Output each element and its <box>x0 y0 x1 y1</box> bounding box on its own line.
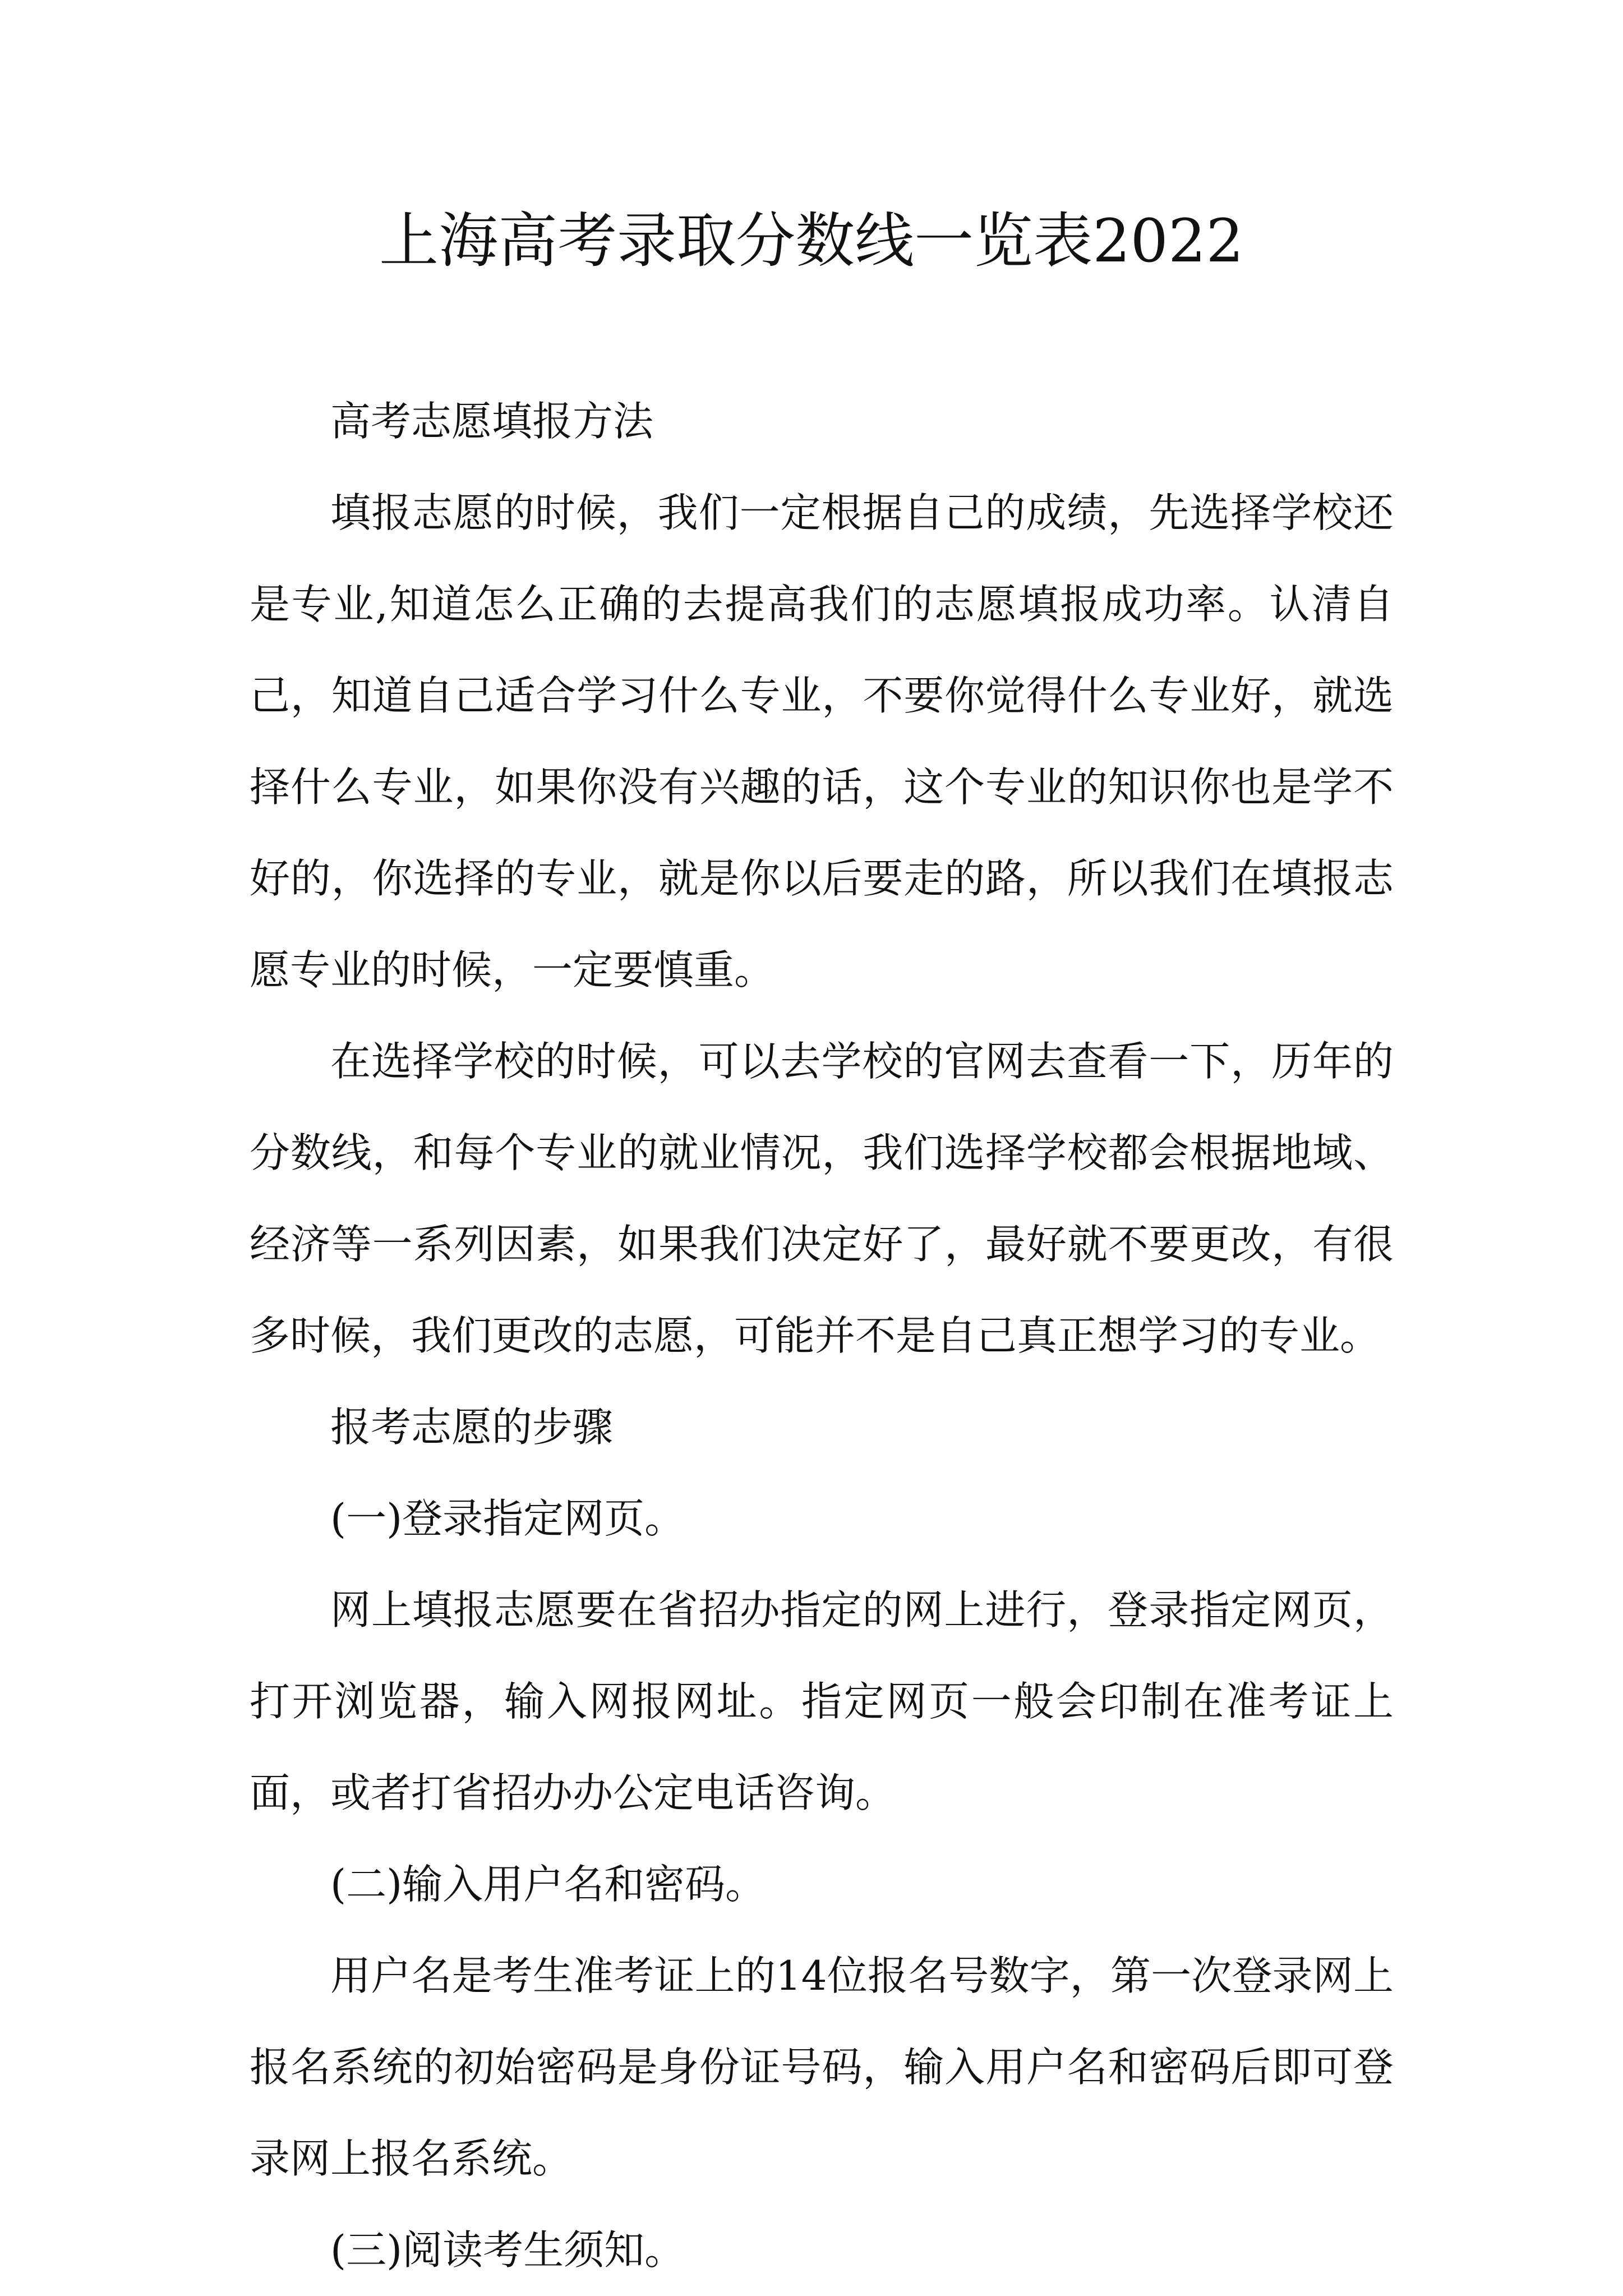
step-3-heading: (三)阅读考生须知。 <box>330 2226 685 2274</box>
paragraph-choose-by-score: 填报志愿的时候，我们一定根据自己的成绩，先选择学校还是专业,知道怎么正确的去提高我们的志愿填报成功率。认清自己，知道自己适合学习什么专业，不要你觉得什么专业好，就选择什么专业，如果你没有兴趣的话，这个专业的知识你也是学不好的，你选择的专业，就是你以后要走的路，所以我们在填报志愿专业的时候，一定要慎重。 <box>250 489 1394 993</box>
step-1-paragraph: 网上填报志愿要在省招办指定的网上进行，登录指定网页，打开浏览器，输入网报网址。指定网页一般会印制在准考证上面，或者打省招办办公定电话咨询。 <box>250 1586 1394 1816</box>
document-title: 上海高考录取分数线一览表2022 <box>379 206 1244 275</box>
step-1-heading: (一)登录指定网页。 <box>330 1495 685 1542</box>
section-heading-steps: 报考志愿的步骤 <box>330 1404 614 1451</box>
paragraph-choose-school: 在选择学校的时候，可以去学校的官网去查看一下，历年的分数线，和每个专业的就业情况，我们选择学校都会根据地域、经济等一系列因素，如果我们决定好了，最好就不要更改，有很多时候，我们更改的志愿，可能并不是自己真正想学习的专业。 <box>250 1038 1394 1359</box>
step-2-paragraph: 用户名是考生准考证上的14位报名号数字，第一次登录网上报名系统的初始密码是身份证号码，输入用户名和密码后即可登录网上报名系统。 <box>250 1952 1394 2182</box>
document-body <box>250 376 1394 2296</box>
step-2-heading: (二)输入用户名和密码。 <box>330 1861 766 1908</box>
section-heading-methods: 高考志愿填报方法 <box>330 398 654 445</box>
